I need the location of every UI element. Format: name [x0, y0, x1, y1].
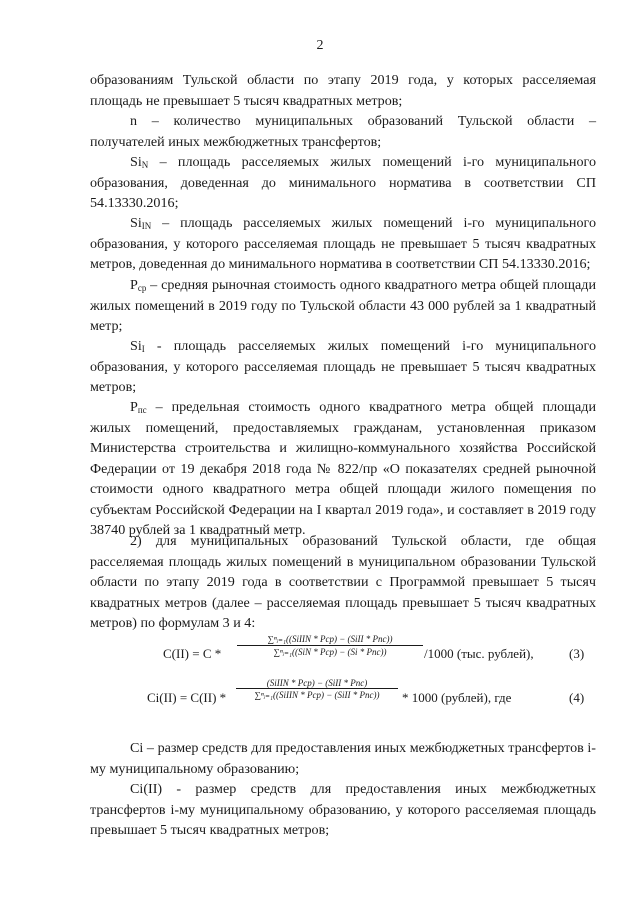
- paragraph-text: – площадь расселяемых жилых помещений i-го муниципального образования, у которого расселяемая площадь не превышает 5 тысяч квадратных метров, доведенная до минимального норматива в соответствии СП 54.13330.2016;: [90, 215, 596, 272]
- paragraph-continuation: [90, 70, 596, 111]
- paragraph-item-2: [90, 531, 596, 634]
- paragraph-siIN-definition: [90, 213, 596, 275]
- symbol: Si: [130, 154, 142, 170]
- paragraph-text: Ci(II) - размер средств для предоставления иных межбюджетных трансфертов i-му муниципальному образованию, у которого расселяемая площадь превышает 5 тысяч квадратных метров;: [90, 781, 596, 838]
- paragraph-text: n – количество муниципальных образований Тульской области – получателей иных межбюджетных трансфертов;: [90, 113, 596, 150]
- paragraph-ci-definition: [90, 738, 596, 779]
- formula-numerator: (SiIIN * Pср) − (SiII * Pпс): [236, 678, 398, 689]
- paragraph-text: образованиям Тульской области по этапу 2019 года, у которых расселяемая площадь не превышает 5 тысяч квадратных метров;: [90, 72, 596, 109]
- formula-rhs: /1000 (тыс. рублей),: [424, 646, 534, 661]
- paragraph-text: – площадь расселяемых жилых помещений i-го муниципального образования, доведенная до минимального норматива в соответствии СП 54.13330.2016;: [90, 154, 596, 211]
- formula-denominator: ∑ⁿᵢ₌₁((SiN * Pср) − (Si * Pпс)): [273, 647, 387, 657]
- symbol: P: [130, 399, 138, 415]
- symbol-subscript: пс: [137, 405, 147, 415]
- paragraph-text: – средняя рыночная стоимость одного квадратного метра общей площади жилых помещений в 2019 году по Тульской области 43 000 рублей за 1 квадратный метр;: [90, 277, 596, 334]
- page-number: 2: [316, 38, 324, 53]
- paragraph-text: – предельная стоимость одного квадратного метра общей площади жилых помещений, предоставляемых гражданам, установленная приказом Министерства строительства и жилищно-коммунального хозяйства Российской Федерации от 19 декабря 2018 года № 822/пр «О показателях средней рыночной стоимости одного квадратного метра общей площади жилого помещения по субъектам Российской Федерации на I квартал 2019 года», и составляет в 2019 году 38740 рублей за 1 квадратный метр.: [90, 399, 596, 538]
- symbol-subscript: IN: [141, 221, 152, 231]
- paragraph-siI-definition: [90, 336, 596, 398]
- paragraph-siN-definition: [90, 152, 596, 214]
- paragraph-ciII-definition: [90, 779, 596, 841]
- paragraph-text: Ci – размер средств для предоставления иных межбюджетных трансфертов i-му муниципальному образованию;: [90, 740, 596, 777]
- formula-fraction: [237, 634, 423, 658]
- formula-lhs: C(II) = C *: [163, 646, 222, 661]
- formula-rhs: * 1000 (рублей), где: [402, 690, 512, 705]
- symbol: P: [130, 277, 138, 293]
- paragraph-text: 2) для муниципальных образований Тульской области, где общая расселяемая площадь жилых помещений в муниципальном образовании Тульской области по этапу 2019 года в соответствии с Программой превышает 5 тысяч квадратных метров (далее – расселяемая площадь превышает 5 тысяч квадратных метров) по формулам 3 и 4:: [90, 533, 596, 631]
- symbol-subscript: I: [141, 344, 145, 354]
- formula-denominator: ∑ⁿᵢ₌₁((SiIIN * Pср) − (SiII * Pпс)): [254, 690, 380, 700]
- formula-number: (4): [569, 690, 585, 705]
- paragraph-pps-definition: [90, 397, 596, 541]
- paragraph-n-definition: [90, 111, 596, 152]
- paragraph-pcp-definition: [90, 275, 596, 337]
- symbol: Si: [130, 338, 142, 354]
- formula-fraction: [236, 678, 398, 701]
- formula-number: (3): [569, 646, 585, 661]
- formula-numerator: ∑ⁿᵢ₌₁((SiIIN * Pср) − (SiII * Pпс)): [237, 634, 423, 646]
- formula-lhs: Ci(II) = C(II) *: [147, 690, 227, 705]
- symbol-subscript: N: [141, 160, 149, 170]
- symbol: Si: [130, 215, 142, 231]
- symbol-subscript: ср: [137, 283, 147, 293]
- paragraph-text: - площадь расселяемых жилых помещений i-го муниципального образования, у которого расселяемая площадь не превышает 5 тысяч квадратных метров;: [90, 338, 596, 395]
